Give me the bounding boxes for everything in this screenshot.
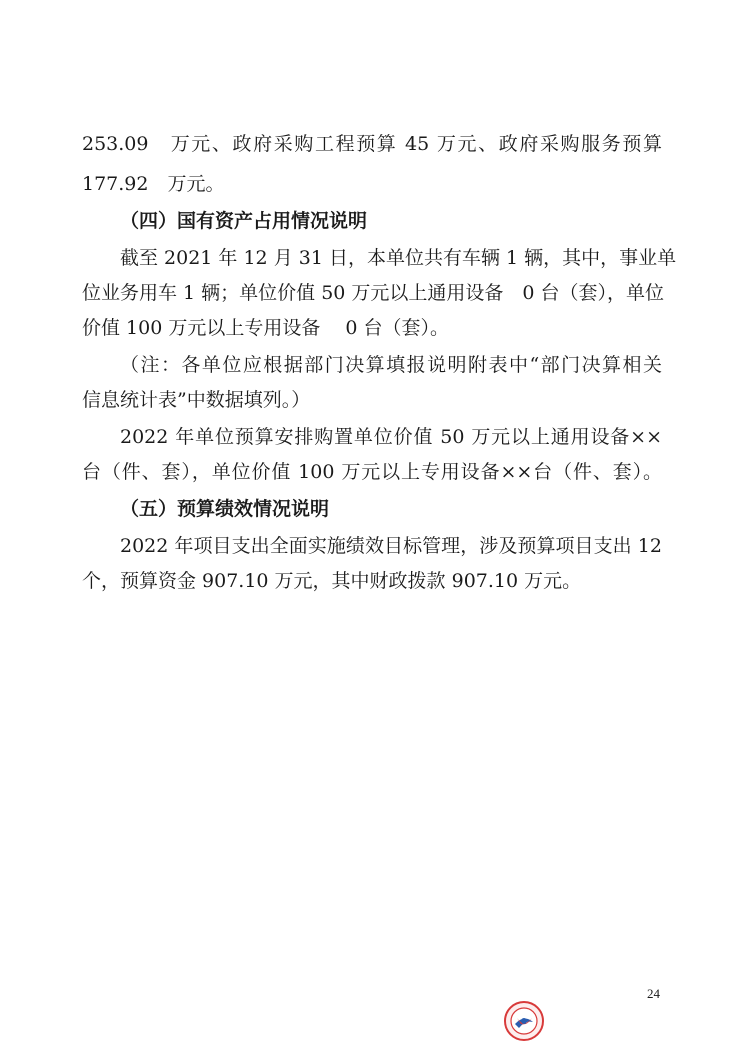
- seal-logo-icon: [503, 1000, 545, 1042]
- text-line: 177.92 万元。: [82, 173, 225, 195]
- text-line: 个，预算资金 907.10 万元，其中财政拨款 907.10 万元。: [82, 570, 582, 592]
- text-line: 信息统计表”中数据填列。）: [82, 389, 311, 411]
- text-line: 位业务用车 1 辆；单位价值 50 万元以上通用设备 0 台（套），单位: [82, 282, 665, 304]
- text-line: 价值 100 万元以上专用设备 0 台（套）。: [82, 317, 450, 339]
- text-line: 台（件、套），单位价值 100 万元以上专用设备××台（件、套）。: [82, 461, 662, 483]
- text-line: 2022 年单位预算安排购置单位价值 50 万元以上通用设备××: [120, 426, 662, 448]
- text-line: 2022 年项目支出全面实施绩效目标管理，涉及预算项目支出 12: [120, 535, 662, 557]
- text-line: （注：各单位应根据部门决算填报说明附表中“部门决算相关: [120, 354, 662, 376]
- text-line: 253.09 万元、政府采购工程预算 45 万元、政府采购服务预算: [82, 133, 662, 155]
- text-line: 截至 2021 年 12 月 31 日，本单位共有车辆 1 辆，其中，事业单: [120, 247, 677, 269]
- section-heading: （五）预算绩效情况说明: [120, 498, 330, 520]
- page-number: 24: [647, 986, 660, 1001]
- section-heading: （四）国有资产占用情况说明: [120, 210, 368, 232]
